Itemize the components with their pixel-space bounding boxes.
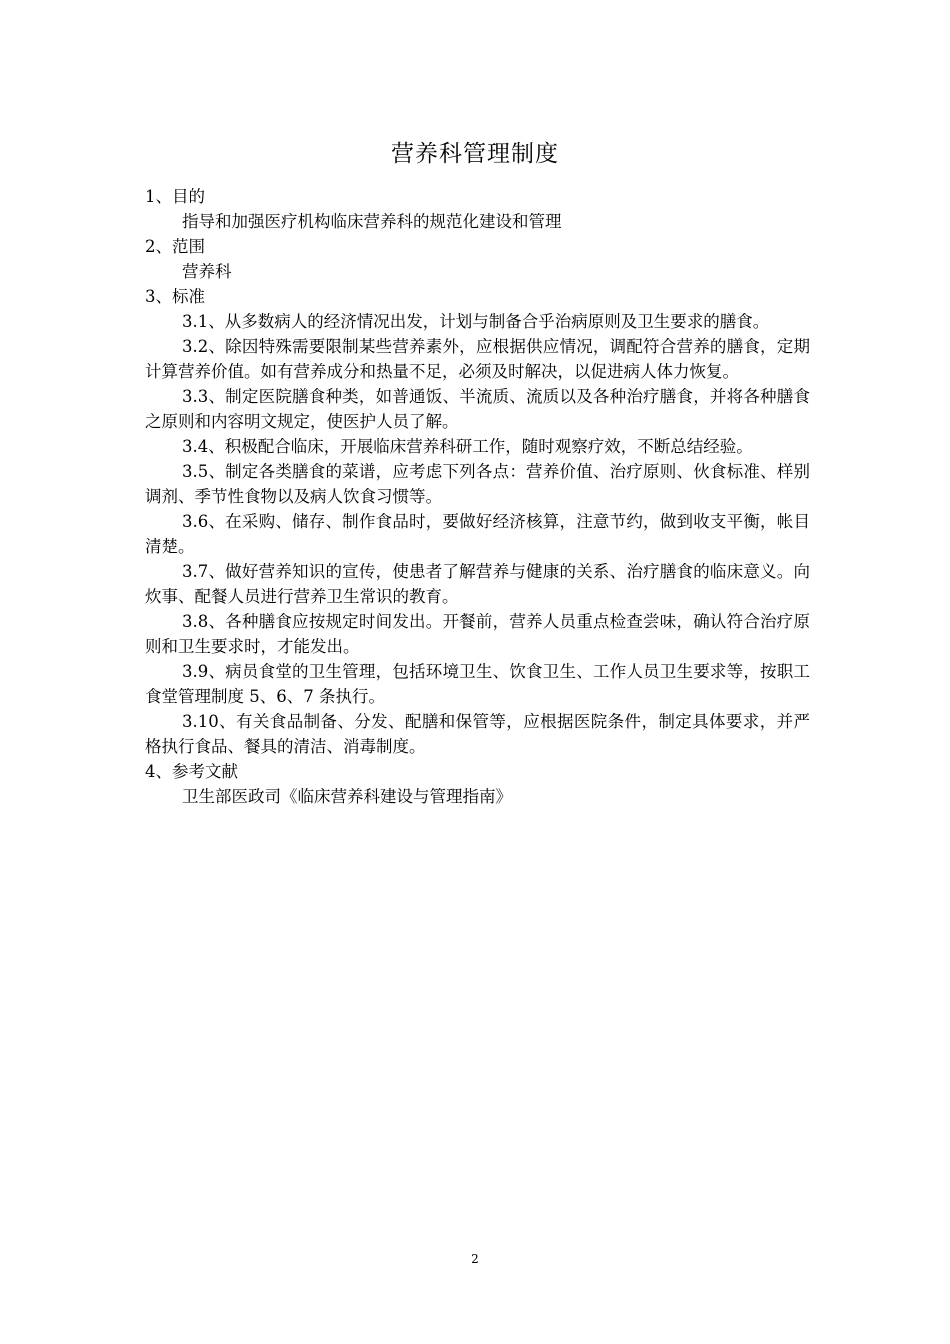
standard-item-3-4: 3.4、积极配合临床，开展临床营养科研工作，随时观察疗效，不断总结经验。 xyxy=(182,437,753,456)
standard-item-3-2: 3.2、除因特殊需要限制某些营养素外，应根据供应情况，调配符合营养的膳食，定期计算营养价值。如有营养成分和热量不足，必须及时解决，以促进病人体力恢复。 xyxy=(145,337,810,381)
section-heading-purpose: 1、目的 xyxy=(145,187,205,206)
document-title: 营养科管理制度 xyxy=(391,141,559,167)
page-number: 2 xyxy=(471,1252,479,1266)
document-body xyxy=(145,184,810,809)
standard-item-3-10: 3.10、有关食品制备、分发、配膳和保管等，应根据医院条件，制定具体要求，并严格执行食品、餐具的清洁、消毒制度。 xyxy=(145,712,810,756)
standard-item-3-9: 3.9、病员食堂的卫生管理，包括环境卫生、饮食卫生、工作人员卫生要求等，按职工食堂管理制度 5、6、7 条执行。 xyxy=(145,662,810,706)
section-heading-standard: 3、标准 xyxy=(145,287,205,306)
standard-item-3-5: 3.5、制定各类膳食的菜谱，应考虑下列各点：营养价值、治疗原则、伙食标准、样别调剂、季节性食物以及病人饮食习惯等。 xyxy=(145,462,810,506)
standard-item-3-7: 3.7、做好营养知识的宣传，使患者了解营养与健康的关系、治疗膳食的临床意义。向炊事、配餐人员进行营养卫生常识的教育。 xyxy=(145,562,810,606)
references-text: 卫生部医政司《临床营养科建设与管理指南》 xyxy=(182,787,512,806)
standard-item-3-6: 3.6、在采购、储存、制作食品时，要做好经济核算，注意节约，做到收支平衡，帐目清楚。 xyxy=(145,512,810,556)
scope-text: 营养科 xyxy=(182,262,232,281)
standard-item-3-3: 3.3、制定医院膳食种类，如普通饭、半流质、流质以及各种治疗膳食，并将各种膳食之原则和内容明文规定，使医护人员了解。 xyxy=(145,387,810,431)
standard-item-3-8: 3.8、各种膳食应按规定时间发出。开餐前，营养人员重点检查尝味，确认符合治疗原则和卫生要求时，才能发出。 xyxy=(145,612,810,656)
section-heading-scope: 2、范围 xyxy=(145,237,205,256)
standard-item-3-1: 3.1、从多数病人的经济情况出发，计划与制备合乎治病原则及卫生要求的膳食。 xyxy=(182,312,770,331)
purpose-text: 指导和加强医疗机构临床营养科的规范化建设和管理 xyxy=(182,212,562,231)
section-heading-references: 4、参考文献 xyxy=(145,762,238,781)
